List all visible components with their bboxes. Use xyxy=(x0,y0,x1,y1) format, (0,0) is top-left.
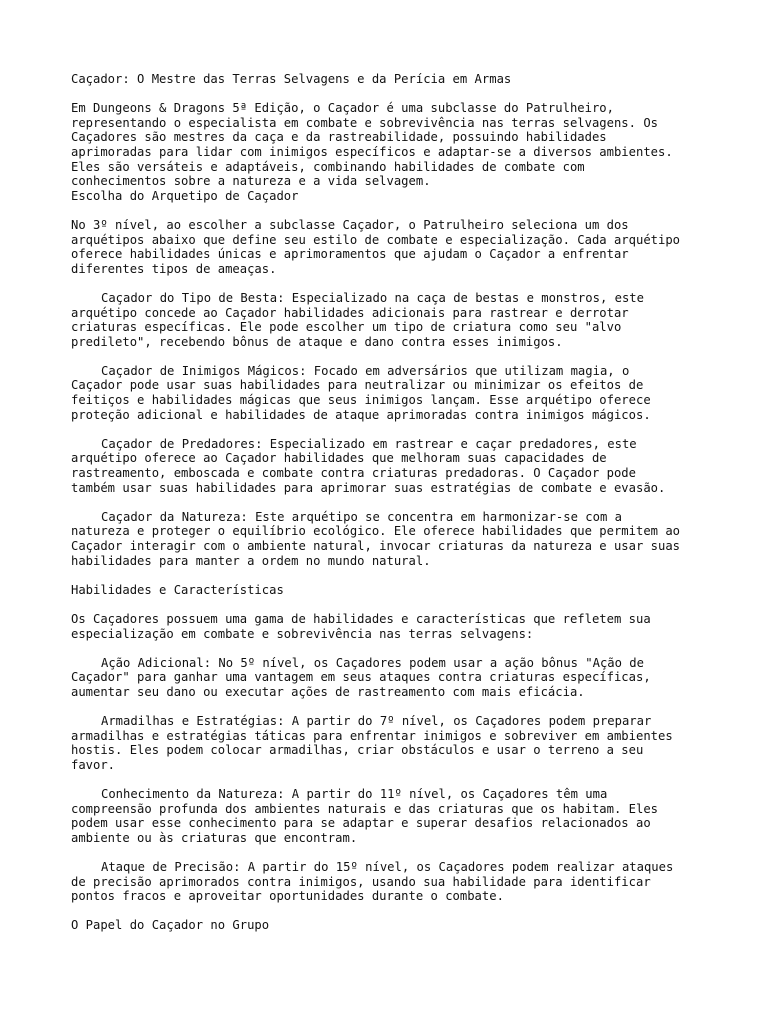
spacer xyxy=(71,276,711,291)
spacer xyxy=(71,845,711,860)
ability-traps-paragraph: Armadilhas e Estratégias: A partir do 7º nível, os Caçadores podem preparar armadilhas e estratégias táticas para enfrentar inimigos e sobreviver em ambientes hostis. Eles podem colocar armadilhas, criar obstáculos e usar o terreno a seu favor. xyxy=(71,714,673,772)
ability-bonus-action-paragraph: Ação Adicional: No 5º nível, os Caçadores podem usar a ação bônus "Ação de Caçador" para ganhar uma vantagem em seus ataques contra criaturas específicas, aumentar seu dano ou executar ações de rastreamento com mais eficácia. xyxy=(71,655,651,699)
archetypes-heading: Escolha do Arquetipo de Caçador xyxy=(71,188,299,203)
archetype-predators-paragraph: Caçador de Predadores: Especializado em rastrear e caçar predadores, este arquétipo oferece ao Caçador habilidades que melhoram suas capacidades de rastreamento, emboscada e combate contra criaturas predadoras. O Caçador pode também usar suas habilidades para aprimorar suas estratégias de combate e evasão. xyxy=(71,436,666,495)
ability-nature-knowledge-paragraph: Conhecimento da Natureza: A partir do 11º nível, os Caçadores têm uma compreensão profunda dos ambientes naturais e das criaturas que os habitam. Eles podem usar esse conhecimento para se adaptar e superar desafios relacionados ao ambiente ou às criaturas que encontram. xyxy=(71,787,658,845)
spacer xyxy=(71,349,711,364)
archetype-beast-paragraph: Caçador do Tipo de Besta: Especializado na caça de bestas e monstros, este arquétipo concede ao Caçador habilidades adicionais para rastrear e derrotar criaturas específicas. Ele pode escolher um tipo de criatura como seu "alvo predileto", recebendo bônus de ataque e dano contra esses inimigos. xyxy=(71,290,644,349)
spacer xyxy=(71,641,711,656)
archetype-nature-paragraph: Caçador da Natureza: Este arquétipo se concentra em harmonizar-se com a natureza e proteger o equilíbrio ecológico. Ele oferece habilidades que permitem ao Caçador interagir com o ambiente natural, invocar criaturas da natureza e usar suas habilidades para manter a ordem no mundo natural. xyxy=(71,509,681,568)
spacer xyxy=(71,700,711,715)
ability-precision-attack-paragraph: Ataque de Precisão: A partir do 15º nível, os Caçadores podem realizar ataques de precisão aprimorados contra inimigos, usando sua habilidade para identificar pontos fracos e aproveitar oportunidades durante o combate. xyxy=(71,860,674,904)
archetype-magic-paragraph: Caçador de Inimigos Mágicos: Focado em adversários que utilizam magia, o Caçador pode usar suas habilidades para neutralizar ou minimizar os efeitos de feitiços e habilidades mágicas que seus inimigos lançam. Esse arquétipo oferece proteção adicional e habilidades de ataque aprimoradas contra inimigos mágicos. xyxy=(71,363,651,422)
spacer xyxy=(71,597,711,612)
abilities-heading: Habilidades e Características xyxy=(71,582,284,597)
document-page xyxy=(71,72,711,933)
abilities-intro-paragraph: Os Caçadores possuem uma gama de habilidades e características que refletem sua especialização em combate e sobrevivência nas terras selvagens: xyxy=(71,611,651,641)
spacer xyxy=(71,422,711,437)
spacer xyxy=(71,203,711,218)
spacer xyxy=(71,495,711,510)
spacer xyxy=(71,773,711,788)
spacer xyxy=(71,904,711,919)
intro-paragraph: Em Dungeons & Dragons 5ª Edição, o Caçador é uma subclasse do Patrulheiro, representando o especialista em combate e sobrevivência nas terras selvagens. Os Caçadores são mestres da caça e da rastreabilidade, possuindo habilidades aprimoradas para lidar com inimigos específicos e adaptar-se a diversos ambientes. Eles são versáteis e adaptáveis, combinando habilidades de combate com conhecimentos sobre a natureza e a vida selvagem. xyxy=(71,101,673,189)
role-heading: O Papel do Caçador no Grupo xyxy=(71,918,270,933)
archetypes-intro-paragraph: No 3º nível, ao escolher a subclasse Caçador, o Patrulheiro seleciona um dos arquétipos abaixo que define seu estilo de combate e especialização. Cada arquétipo oferece habilidades únicas e aprimoramentos que ajudam o Caçador a enfrentar diferentes tipos de ameaças. xyxy=(71,217,681,276)
spacer xyxy=(71,87,711,102)
document-title: Caçador: O Mestre das Terras Selvagens e da Perícia em Armas xyxy=(71,72,512,86)
spacer xyxy=(71,568,711,583)
